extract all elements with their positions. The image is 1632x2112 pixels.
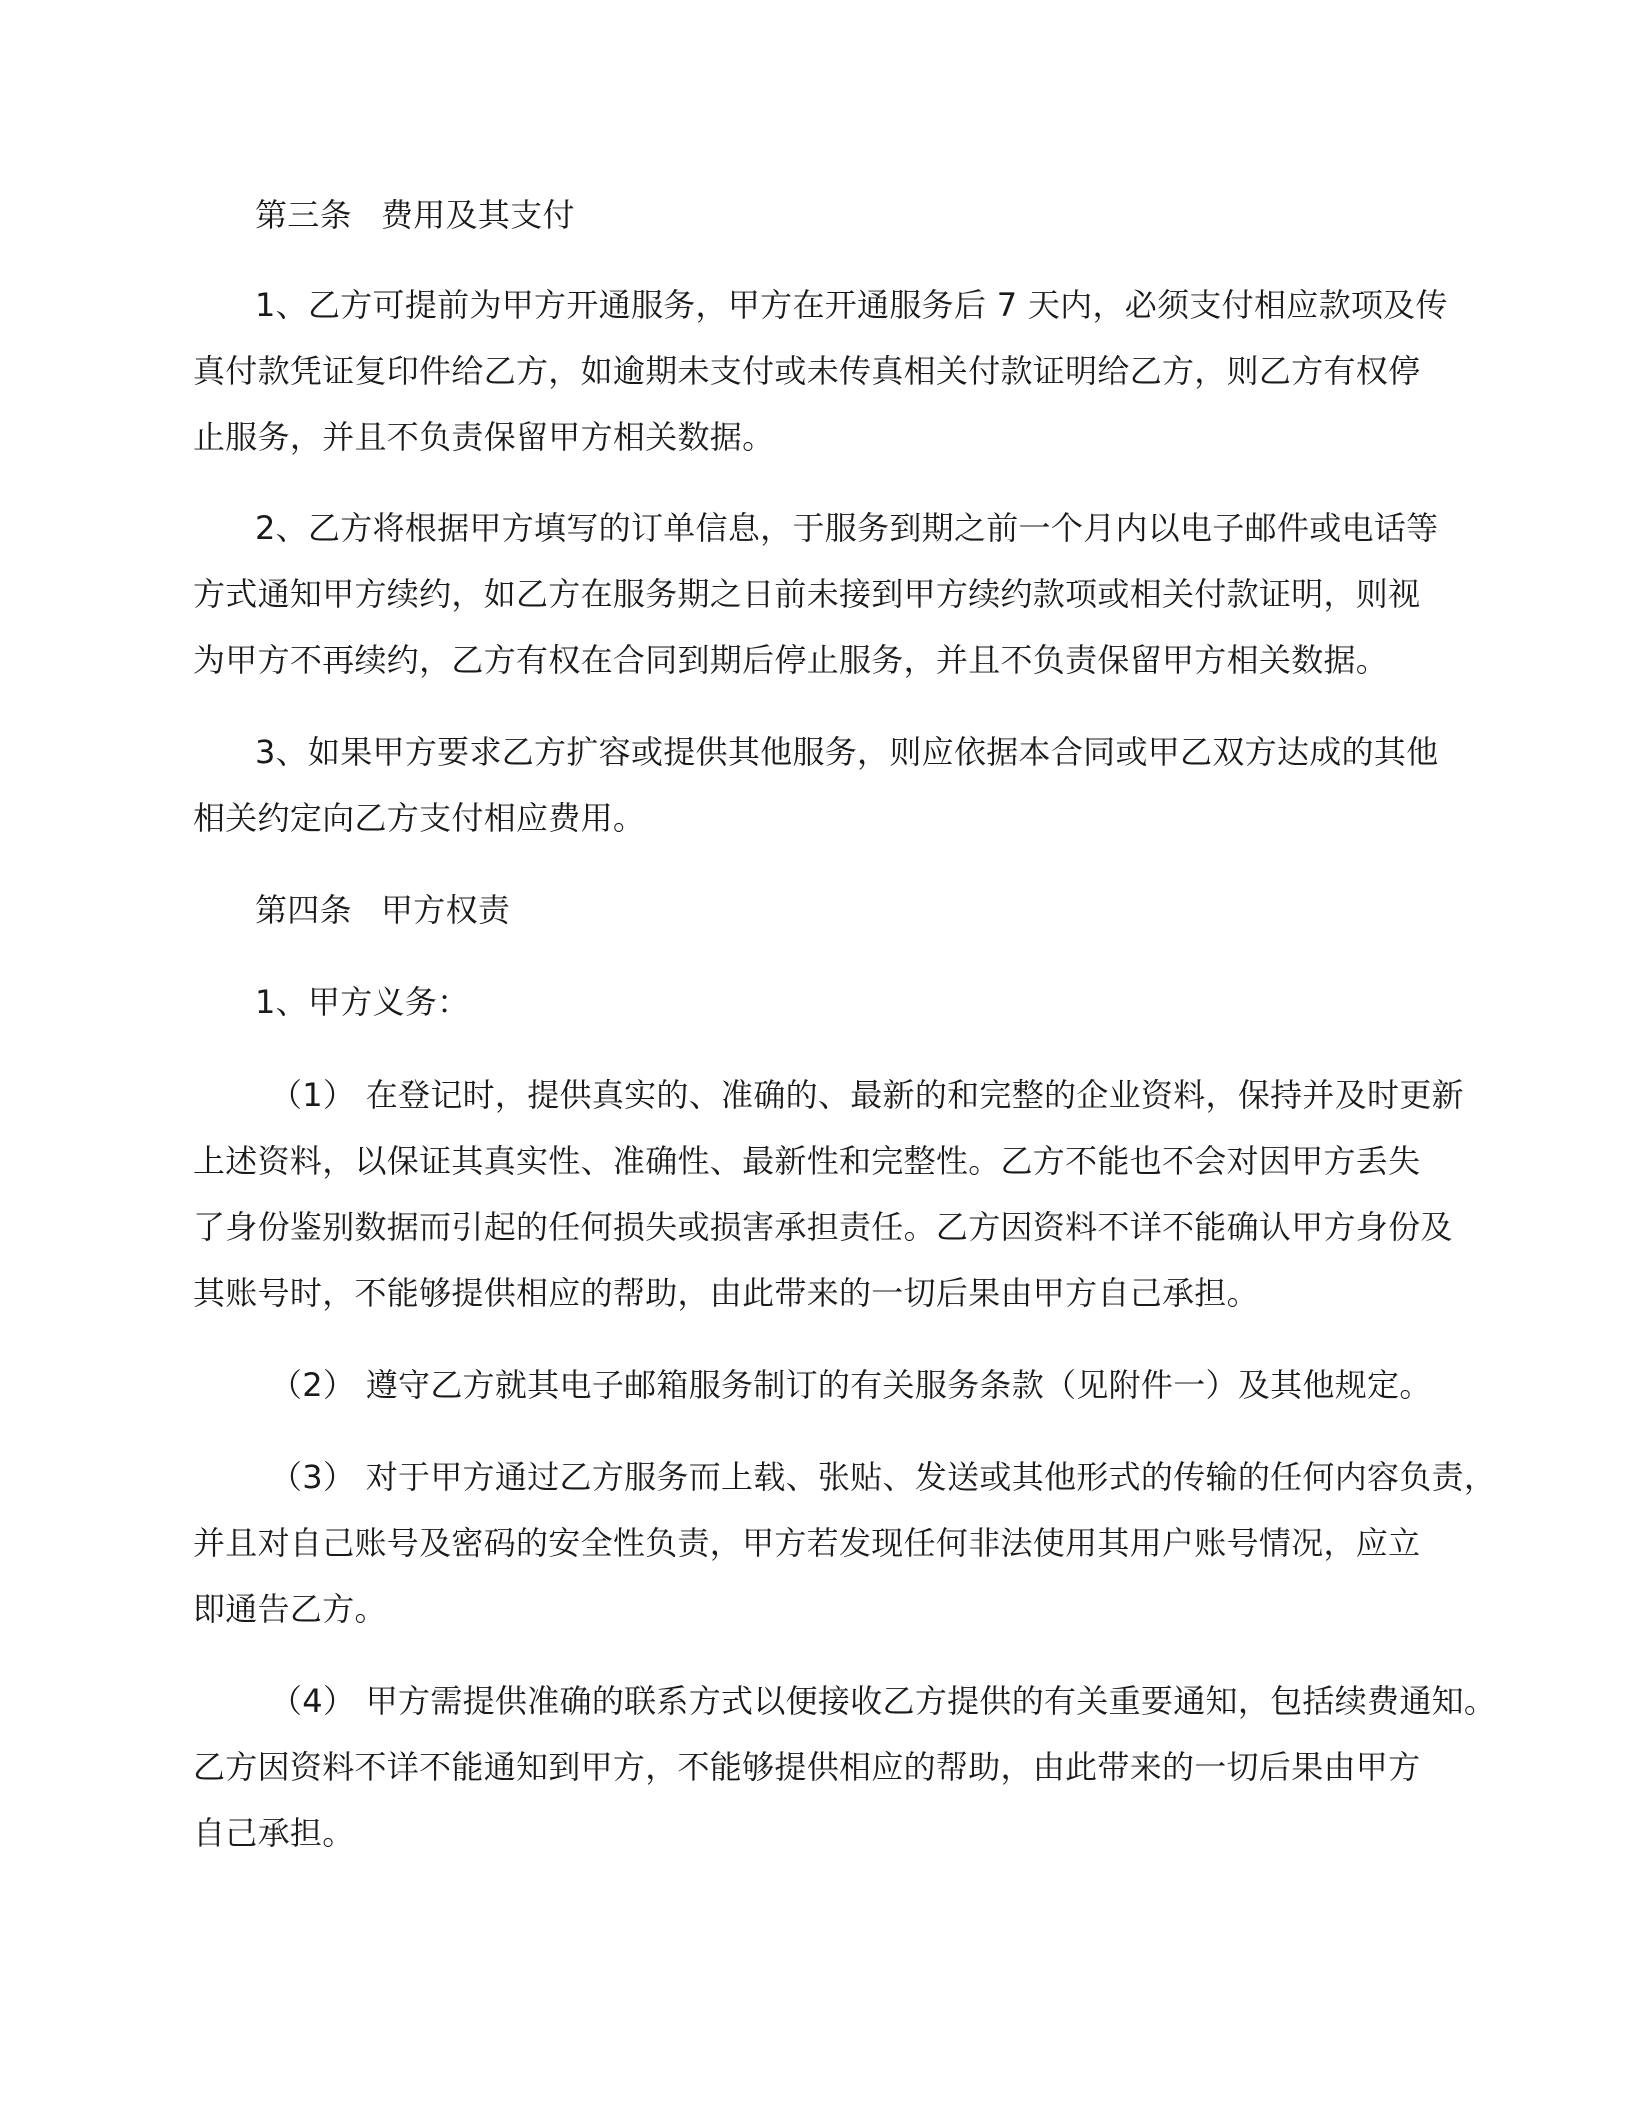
paragraph-line: 真付款凭证复印件给乙方，如逾期未支付或未传真相关付款证明给乙方，则乙方有权停 [193,352,1421,390]
article-3-title: 费用及其支付 [381,196,575,234]
paragraph-line: 了身份鉴别数据而引起的任何损失或损害承担责任。乙方因资料不详不能确认甲方身份及 [193,1208,1453,1246]
paragraph-line: 为甲方不再续约，乙方有权在合同到期后停止服务，并且不负责保留甲方相关数据。 [193,641,1389,679]
obligations-title: 1、甲方义务： [255,983,470,1021]
paragraph-line: （4） 甲方需提供准确的联系方式以便接收乙方提供的有关重要通知，包括续费通知。 [270,1682,1497,1720]
paragraph-line: 止服务，并且不负责保留甲方相关数据。 [193,418,775,456]
paragraph-line: 其账号时，不能够提供相应的帮助，由此带来的一切后果由甲方自己承担。 [193,1274,1259,1312]
paragraph-line: 1、乙方可提前为甲方开通服务，甲方在开通服务后 7 天内，必须支付相应款项及传 [255,286,1448,324]
paragraph-line: （1） 在登记时，提供真实的、准确的、最新的和完整的企业资料，保持并及时更新 [270,1076,1464,1114]
paragraph-line: 乙方因资料不详不能通知到甲方，不能够提供相应的帮助，由此带来的一切后果由甲方 [193,1748,1421,1786]
article-4-title: 甲方权责 [381,891,511,929]
article-3-number: 第三条 [255,196,352,234]
paragraph-line: 2、乙方将根据甲方填写的订单信息，于服务到期之前一个月内以电子邮件或电话等 [255,509,1439,547]
paragraph-line: 相关约定向乙方支付相应费用。 [193,799,646,837]
paragraph-line: （2） 遵守乙方就其电子邮箱服务制订的有关服务条款（见附件一）及其他规定。 [270,1366,1432,1404]
paragraph-line: 自己承担。 [193,1814,355,1852]
paragraph-line: 方式通知甲方续约，如乙方在服务期之日前未接到甲方续约款项或相关付款证明，则视 [193,575,1421,613]
paragraph-line: （3） 对于甲方通过乙方服务而上载、张贴、发送或其他形式的传输的任何内容负责， [270,1458,1497,1496]
paragraph-line: 3、如果甲方要求乙方扩容或提供其他服务，则应依据本合同或甲乙双方达成的其他 [255,733,1439,771]
paragraph-line: 即通告乙方。 [193,1590,387,1628]
paragraph-line: 并且对自己账号及密码的安全性负责，甲方若发现任何非法使用其用户账号情况，应立 [193,1524,1421,1562]
paragraph-line: 上述资料，以保证其真实性、准确性、最新性和完整性。乙方不能也不会对因甲方丢失 [193,1142,1421,1180]
article-4-number: 第四条 [255,891,352,929]
article-4-heading [255,890,510,930]
article-3-heading [255,195,575,235]
